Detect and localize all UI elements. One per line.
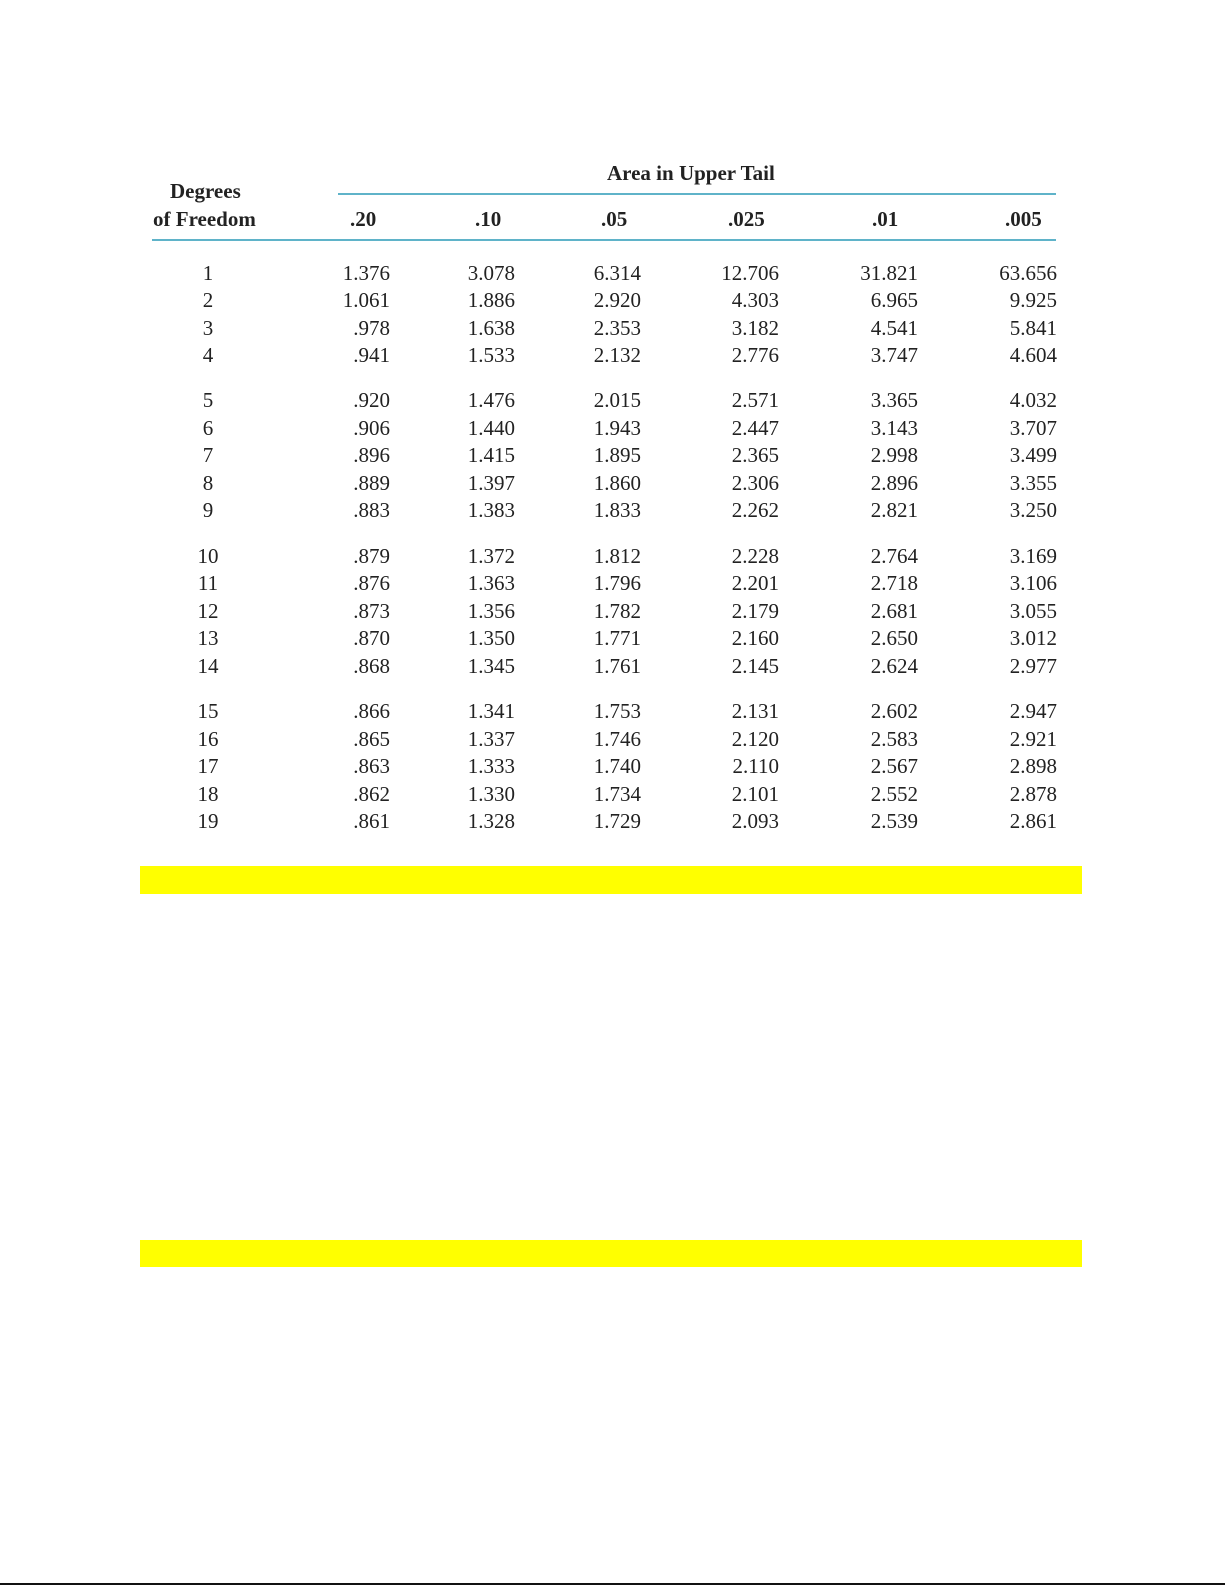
value-cell: 2.571	[731, 388, 779, 412]
value-cell: 4.604	[1009, 343, 1057, 367]
value-cell: .861	[353, 809, 390, 833]
value-cell: 3.078	[467, 261, 515, 285]
col-header-5: .005	[1005, 207, 1042, 231]
value-cell: 3.747	[870, 343, 918, 367]
value-cell: 1.796	[593, 571, 641, 595]
value-cell: 1.860	[593, 471, 641, 495]
value-cell: 6.965	[870, 288, 918, 312]
value-cell: 2.602	[870, 699, 918, 723]
value-cell: 1.761	[593, 654, 641, 678]
value-cell: 4.303	[731, 288, 779, 312]
value-cell: 1.330	[467, 782, 515, 806]
value-cell: 1.812	[593, 544, 641, 568]
value-cell: 2.567	[870, 754, 918, 778]
highlight-bar-2	[140, 1240, 1082, 1267]
value-cell: 2.878	[1009, 782, 1057, 806]
df-cell: 17	[197, 754, 219, 778]
value-cell: 12.706	[721, 261, 779, 285]
value-cell: 1.341	[467, 699, 515, 723]
value-cell: 3.012	[1009, 626, 1057, 650]
value-cell: 2.681	[870, 599, 918, 623]
df-cell: 8	[202, 471, 214, 495]
df-cell: 4	[202, 343, 214, 367]
df-cell: 14	[197, 654, 219, 678]
value-cell: 3.169	[1009, 544, 1057, 568]
value-cell: .873	[353, 599, 390, 623]
value-cell: 2.101	[731, 782, 779, 806]
df-cell: 16	[197, 727, 219, 751]
value-cell: 2.110	[732, 754, 779, 778]
value-cell: 3.250	[1009, 498, 1057, 522]
value-cell: .906	[353, 416, 390, 440]
value-cell: 3.499	[1009, 443, 1057, 467]
value-cell: 2.447	[731, 416, 779, 440]
df-cell: 6	[202, 416, 214, 440]
value-cell: 2.898	[1009, 754, 1057, 778]
df-cell: 2	[202, 288, 214, 312]
value-cell: 2.861	[1009, 809, 1057, 833]
col-header-2: .05	[601, 207, 628, 231]
value-cell: 2.977	[1009, 654, 1057, 678]
value-cell: 1.734	[593, 782, 641, 806]
value-cell: 2.718	[870, 571, 918, 595]
value-cell: 3.055	[1009, 599, 1057, 623]
value-cell: .896	[353, 443, 390, 467]
value-cell: 31.821	[860, 261, 918, 285]
value-cell: 2.179	[731, 599, 779, 623]
highlight-bar-1	[140, 866, 1082, 894]
df-header-line1: Degrees	[170, 179, 241, 203]
value-cell: 2.947	[1009, 699, 1057, 723]
value-cell: 1.746	[593, 727, 641, 751]
value-cell: 1.440	[467, 416, 515, 440]
value-cell: 1.833	[593, 498, 641, 522]
value-cell: .879	[353, 544, 390, 568]
value-cell: 9.925	[1009, 288, 1057, 312]
value-cell: .862	[353, 782, 390, 806]
value-cell: 1.753	[593, 699, 641, 723]
value-cell: 1.740	[593, 754, 641, 778]
df-cell: 15	[197, 699, 219, 723]
col-header-1: .10	[475, 207, 502, 231]
value-cell: 1.350	[467, 626, 515, 650]
df-cell: 10	[197, 544, 219, 568]
df-cell: 7	[202, 443, 214, 467]
value-cell: .920	[353, 388, 390, 412]
value-cell: .876	[353, 571, 390, 595]
value-cell: 1.328	[467, 809, 515, 833]
value-cell: .941	[353, 343, 390, 367]
value-cell: 2.583	[870, 727, 918, 751]
value-cell: 1.333	[467, 754, 515, 778]
value-cell: 2.539	[870, 809, 918, 833]
value-cell: 2.998	[870, 443, 918, 467]
df-header-line2: of Freedom	[153, 207, 256, 231]
value-cell: 2.201	[731, 571, 779, 595]
value-cell: 1.771	[593, 626, 641, 650]
value-cell: 2.776	[731, 343, 779, 367]
value-cell: 3.182	[731, 316, 779, 340]
value-cell: 2.120	[731, 727, 779, 751]
value-cell: 2.552	[870, 782, 918, 806]
value-cell: 1.061	[342, 288, 390, 312]
value-cell: .978	[353, 316, 390, 340]
value-cell: 1.533	[467, 343, 515, 367]
value-cell: 1.363	[467, 571, 515, 595]
value-cell: 2.650	[870, 626, 918, 650]
value-cell: 2.764	[870, 544, 918, 568]
value-cell: 2.896	[870, 471, 918, 495]
value-cell: 2.160	[731, 626, 779, 650]
value-cell: .866	[353, 699, 390, 723]
value-cell: 1.476	[467, 388, 515, 412]
value-cell: 2.353	[593, 316, 641, 340]
value-cell: 5.841	[1009, 316, 1057, 340]
df-cell: 1	[202, 261, 214, 285]
value-cell: 3.707	[1009, 416, 1057, 440]
value-cell: 1.345	[467, 654, 515, 678]
value-cell: 1.397	[467, 471, 515, 495]
value-cell: 2.365	[731, 443, 779, 467]
df-cell: 12	[197, 599, 219, 623]
value-cell: 2.093	[731, 809, 779, 833]
value-cell: 6.314	[593, 261, 641, 285]
df-cell: 11	[197, 571, 219, 595]
col-header-0: .20	[350, 207, 377, 231]
value-cell: 2.131	[731, 699, 779, 723]
value-cell: 2.921	[1009, 727, 1057, 751]
col-header-3: .025	[728, 207, 765, 231]
value-cell: 1.886	[467, 288, 515, 312]
value-cell: 1.895	[593, 443, 641, 467]
value-cell: 1.638	[467, 316, 515, 340]
value-cell: 1.376	[342, 261, 390, 285]
value-cell: 3.106	[1009, 571, 1057, 595]
col-header-4: .01	[872, 207, 899, 231]
value-cell: 3.143	[870, 416, 918, 440]
value-cell: 1.415	[467, 443, 515, 467]
value-cell: .870	[353, 626, 390, 650]
df-cell: 9	[202, 498, 214, 522]
value-cell: 2.015	[593, 388, 641, 412]
area-header: Area in Upper Tail	[607, 161, 775, 185]
value-cell: 1.372	[467, 544, 515, 568]
value-cell: .863	[353, 754, 390, 778]
df-cell: 13	[197, 626, 219, 650]
value-cell: .889	[353, 471, 390, 495]
value-cell: 3.365	[870, 388, 918, 412]
value-cell: 3.355	[1009, 471, 1057, 495]
value-cell: 2.145	[731, 654, 779, 678]
header-bottom-rule	[152, 239, 1056, 241]
value-cell: 2.228	[731, 544, 779, 568]
value-cell: 2.262	[731, 498, 779, 522]
df-cell: 18	[197, 782, 219, 806]
df-cell: 5	[202, 388, 214, 412]
df-cell: 19	[197, 809, 219, 833]
value-cell: 1.729	[593, 809, 641, 833]
value-cell: 1.337	[467, 727, 515, 751]
value-cell: .865	[353, 727, 390, 751]
value-cell: 1.356	[467, 599, 515, 623]
value-cell: 2.821	[870, 498, 918, 522]
value-cell: 2.920	[593, 288, 641, 312]
value-cell: 1.943	[593, 416, 641, 440]
value-cell: 4.032	[1009, 388, 1057, 412]
value-cell: .868	[353, 654, 390, 678]
df-cell: 3	[202, 316, 214, 340]
value-cell: 2.132	[593, 343, 641, 367]
value-cell: 63.656	[999, 261, 1057, 285]
value-cell: .883	[353, 498, 390, 522]
value-cell: 4.541	[870, 316, 918, 340]
header-top-rule	[338, 193, 1056, 195]
value-cell: 1.782	[593, 599, 641, 623]
value-cell: 2.624	[870, 654, 918, 678]
value-cell: 1.383	[467, 498, 515, 522]
value-cell: 2.306	[731, 471, 779, 495]
